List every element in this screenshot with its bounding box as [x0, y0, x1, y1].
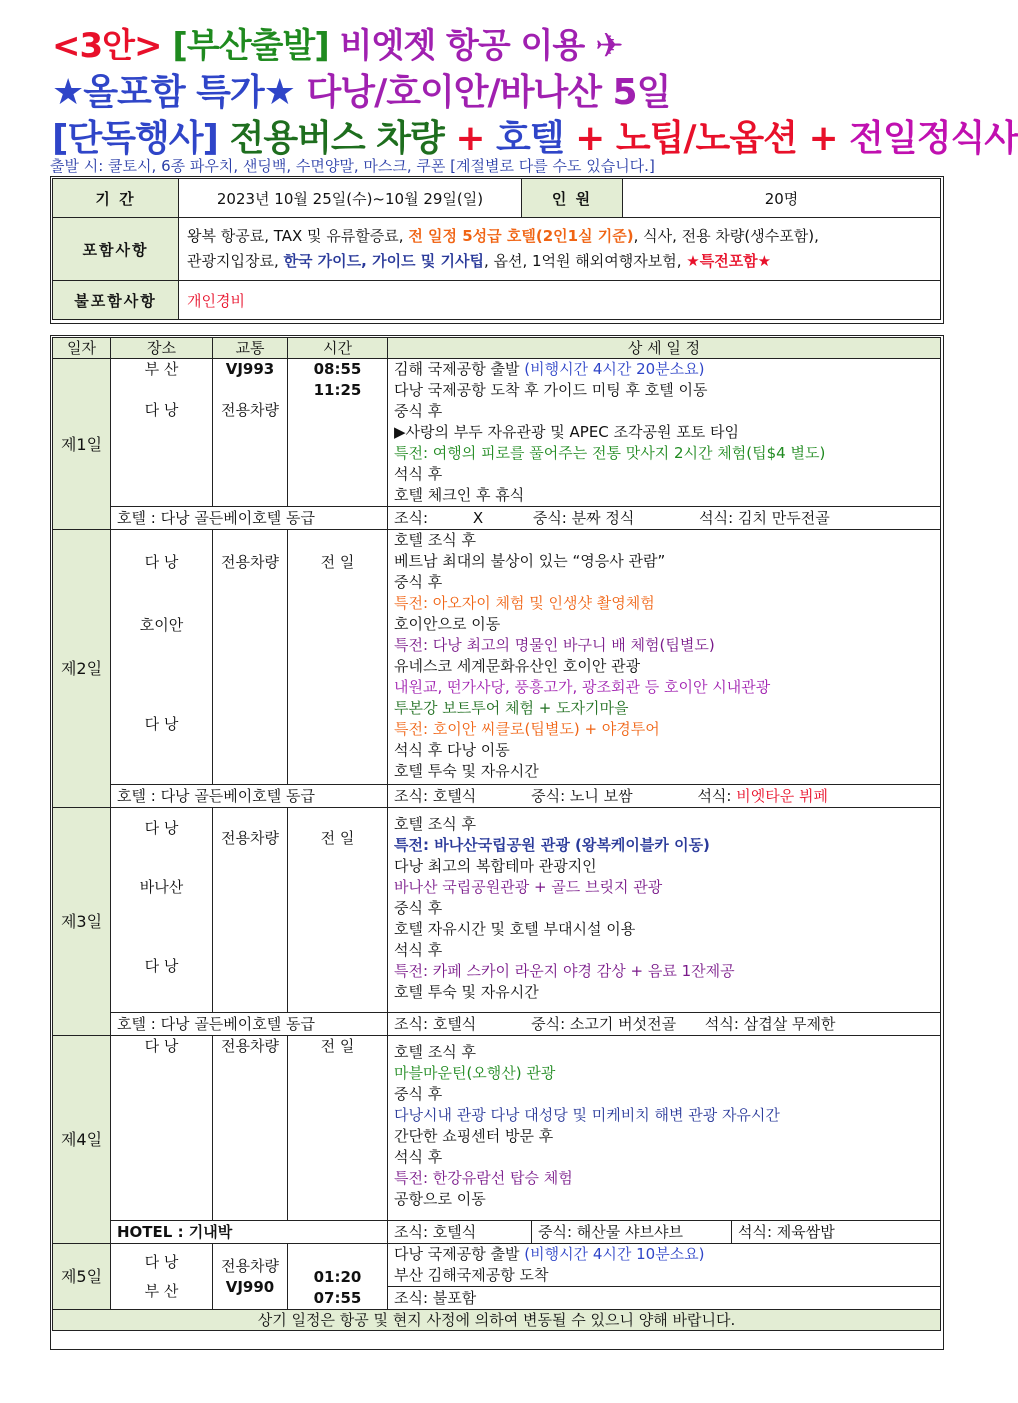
- transport-cell: [213, 808, 288, 1013]
- detail-cell: [388, 1036, 941, 1221]
- flight-number: VJ993: [225, 360, 275, 378]
- place-text: 다 낭: [144, 1037, 179, 1055]
- time-text: 전 일: [320, 553, 355, 571]
- plus-sign: +: [808, 118, 838, 159]
- detail-line: 특전: 한강유람선 탑승 체험: [394, 1169, 573, 1187]
- time-cell: [288, 1036, 388, 1221]
- route-text: 다낭/호이안/바나산 5일: [306, 72, 671, 113]
- place-text: 다 낭: [144, 819, 179, 837]
- col-header-day: 일자: [53, 338, 111, 359]
- detail-line: 중식 후: [394, 573, 443, 591]
- schedule-footer-note: 상기 일정은 항공 및 현지 사정에 의하여 변동될 수 있으니 양해 바랍니다.: [53, 1310, 941, 1331]
- people-label: 인 원: [522, 179, 623, 218]
- col-header-place: 장소: [111, 338, 213, 359]
- included-text: , 식사, 전용 차량(생수포함),: [633, 227, 819, 245]
- col-header-transport: 교통: [213, 338, 288, 359]
- detail-cell: [388, 359, 941, 507]
- place-cell: [111, 1036, 213, 1221]
- transport-cell: [213, 1244, 288, 1310]
- detail-line: 호텔 조식 후: [394, 531, 476, 549]
- detail-line: 투본강 보트투어 체험 + 도자기마을: [394, 699, 629, 717]
- time-cell: [288, 359, 388, 507]
- day-label: 제4일: [53, 1036, 111, 1244]
- plus-sign: +: [575, 118, 605, 159]
- place-text: 다 낭: [144, 553, 179, 571]
- title-line-1: [52, 18, 623, 67]
- schedule-table: [52, 337, 941, 1331]
- day-label: 제5일: [53, 1244, 111, 1310]
- detail-cell: [388, 808, 941, 1013]
- detail-line: 호이안으로 이동: [394, 615, 501, 633]
- hotel-info: 호텔 : 다낭 골든베이호텔 동급: [111, 507, 388, 530]
- included-text: 왕복 항공료, TAX 및 유류할증료,: [187, 227, 409, 245]
- hotel-info: HOTEL : 기내박: [111, 1221, 388, 1244]
- detail-line: 베트남 최대의 불상이 있는 “영응사 관람”: [394, 552, 666, 570]
- detail-line: 석식 후 다낭 이동: [394, 741, 510, 759]
- detail-cell: [388, 1244, 941, 1287]
- place-cell: [111, 1244, 213, 1310]
- detail-line: 중식 후: [394, 402, 443, 420]
- bus-text: 전용버스 차량: [229, 118, 444, 159]
- time-cell: [288, 530, 388, 785]
- excluded-label: 불포함사항: [53, 281, 179, 320]
- place-cell: [111, 808, 213, 1013]
- place-text: 다 낭: [144, 715, 179, 733]
- place-text: 다 낭: [144, 957, 179, 975]
- period-label: 기 간: [53, 179, 179, 218]
- detail-line: 호텔 투숙 및 자유시간: [394, 762, 539, 780]
- special-offer-text: ★올포함 특가★: [52, 72, 295, 113]
- time-text: 08:55: [313, 360, 362, 378]
- detail-line: 호텔 자유시간 및 호텔 부대시설 이용: [394, 920, 636, 938]
- place-text: 부 산: [144, 1281, 179, 1300]
- detail-line: 유네스코 세계문화유산인 호이안 관광: [394, 657, 641, 675]
- detail-line: 석식 후: [394, 1148, 443, 1166]
- info-table: [52, 178, 941, 320]
- detail-line: 호텔 체크인 후 휴식: [394, 486, 525, 504]
- place-cell: [111, 530, 213, 785]
- time-text: 전 일: [320, 829, 355, 847]
- transport-text: 전용차량: [221, 829, 279, 847]
- detail-line: ▶사랑의 부두 자유관광 및 APEC 조각공원 포토 타임: [394, 423, 739, 441]
- excluded-value: 개인경비: [179, 281, 941, 320]
- title-line-3: [52, 110, 1018, 161]
- detail-line: 마블마운틴(오행산) 관광: [394, 1064, 556, 1082]
- detail-line: 호텔 조식 후: [394, 815, 476, 833]
- included-value: [179, 218, 941, 281]
- detail-line: 특전: 다낭 최고의 명물인 바구니 배 체험(팁별도): [394, 636, 715, 654]
- place-cell: [111, 359, 213, 507]
- detail-line: 특전: 여행의 피로를 풀어주는 전통 맛사지 2시간 체험(팁$4 별도): [394, 444, 826, 462]
- included-text: , 옵션, 1억원 해외여행자보험,: [483, 252, 687, 270]
- detail-line: 중식 후: [394, 899, 443, 917]
- hotel-info: 호텔 : 다낭 골든베이호텔 동급: [111, 1013, 388, 1036]
- detail-line: 다낭 국제공항 도착 후 가이드 미팅 후 호텔 이동: [394, 381, 708, 399]
- transport-cell: [213, 530, 288, 785]
- meal-text: 전일정식사: [849, 118, 1018, 159]
- transport-cell: [213, 359, 288, 507]
- people-value: 20명: [623, 179, 941, 218]
- exclusive-tag: [단독행사]: [52, 118, 219, 159]
- hotel-info: 호텔 : 다낭 골든베이호텔 동급: [111, 785, 388, 808]
- meal-info: 조식: 호텔식 중식: 노니 보쌈 석식: 비엣타운 뷔페: [388, 785, 941, 808]
- detail-line: 석식 후: [394, 465, 443, 483]
- period-value: 2023년 10월 25일(수)~10월 29일(일): [179, 179, 522, 218]
- transport-cell: [213, 1036, 288, 1221]
- day-label: 제1일: [53, 359, 111, 530]
- col-header-detail: 상 세 일 정: [388, 338, 941, 359]
- day-label: 제2일: [53, 530, 111, 808]
- detail-line: 특전: 호이안 씨클로(팁별도) + 야경투어: [394, 720, 660, 738]
- airline-text: 비엣젯 항공 이용: [339, 26, 585, 66]
- detail-line: 호텔 투숙 및 자유시간: [394, 983, 539, 1001]
- meal-info: 조식: X 중식: 분짜 정식 석식: 김치 만두전골: [388, 507, 941, 530]
- place-text: 부 산: [144, 360, 179, 378]
- time-text: 전 일: [320, 1037, 355, 1055]
- title-line-2: [52, 64, 670, 115]
- meal-info: 조식: 불포함: [388, 1287, 941, 1310]
- transport-text: 전용차량: [221, 553, 279, 571]
- detail-line: 특전: 바나산국립공원 관광 (왕복케이블카 이동): [394, 836, 710, 854]
- hotel-text: 호텔: [496, 118, 564, 159]
- detail-line: 중식 후: [394, 1085, 443, 1103]
- place-text: 호이안: [139, 616, 184, 634]
- place-text: 다 낭: [144, 1252, 179, 1271]
- detail-line: 석식 후: [394, 941, 443, 959]
- day-label: 제3일: [53, 808, 111, 1036]
- place-text: 다 낭: [144, 401, 179, 419]
- meal-breakfast: 조식: 호텔식: [388, 1221, 532, 1244]
- meal-lunch: 중식: 해산물 샤브샤브: [532, 1221, 732, 1244]
- time-cell: [288, 808, 388, 1013]
- plus-sign: +: [455, 118, 485, 159]
- time-cell: [288, 1244, 388, 1310]
- detail-line: 김해 국제공항 출발 (비행시간 4시간 20분소요): [394, 360, 705, 378]
- detail-line: 특전: 카페 스카이 라운지 야경 감상 + 음료 1잔제공: [394, 962, 735, 980]
- meal-info: 조식: 호텔식 중식: 소고기 버섯전골 석식: 삼겹살 무제한: [388, 1013, 941, 1036]
- included-special: ★특전포함★: [686, 252, 772, 270]
- departure-tag: [부산출발]: [172, 26, 329, 66]
- time-text: 11:25: [313, 381, 362, 399]
- flight-number: VJ990: [225, 1277, 275, 1296]
- included-text: 관광지입장료,: [187, 252, 284, 270]
- col-header-time: 시간: [288, 338, 388, 359]
- detail-line: 바나산 국립공원관광 + 골드 브릿지 관광: [394, 878, 663, 896]
- no-tip-text: 노팁/노옵션: [615, 118, 797, 159]
- included-guide: 한국 가이드, 가이드 및 기사팁: [283, 252, 484, 270]
- time-text: 07:55: [313, 1289, 362, 1307]
- detail-line: 내원교, 떤가사당, 풍흥고가, 광조회관 등 호이안 시내관광: [394, 678, 771, 696]
- detail-line: 호텔 조식 후: [394, 1043, 476, 1061]
- detail-cell: [388, 530, 941, 785]
- detail-line: 간단한 쇼핑센터 방문 후: [394, 1127, 554, 1145]
- detail-line: 공항으로 이동: [394, 1190, 486, 1208]
- detail-line: 다낭시내 관광 다낭 대성당 및 미케비치 해변 관광 자유시간: [394, 1106, 780, 1124]
- plan-tag: <3안>: [52, 26, 162, 66]
- detail-line: 다낭 최고의 복합테마 관광지인: [394, 857, 597, 875]
- transport-text: 전용차량: [221, 1037, 279, 1055]
- detail-line: 특전: 아오자이 체험 및 인생샷 촬영체험: [394, 594, 655, 612]
- departure-gift-note: 출발 시: 쿨토시, 6종 파우치, 샌딩백, 수면양말, 마스크, 쿠폰 [계절별로 다를 수도 있습니다.]: [50, 157, 655, 175]
- transport-text: 전용차량: [221, 401, 279, 419]
- included-hotel: 전 일정 5성급 호텔(2인1실 기준): [408, 227, 634, 245]
- meal-dinner: 석식: 제육쌈밥: [732, 1221, 941, 1244]
- time-text: 01:20: [313, 1268, 362, 1286]
- airplane-icon: ✈: [595, 26, 623, 66]
- detail-line: 부산 김해국제공항 도착: [394, 1266, 549, 1284]
- place-text: 바나산: [139, 878, 184, 896]
- transport-text: 전용차량: [221, 1256, 279, 1275]
- detail-line: 다낭 국제공항 출발 (비행시간 4시간 10분소요): [394, 1245, 705, 1263]
- included-label: 포함사항: [53, 218, 179, 281]
